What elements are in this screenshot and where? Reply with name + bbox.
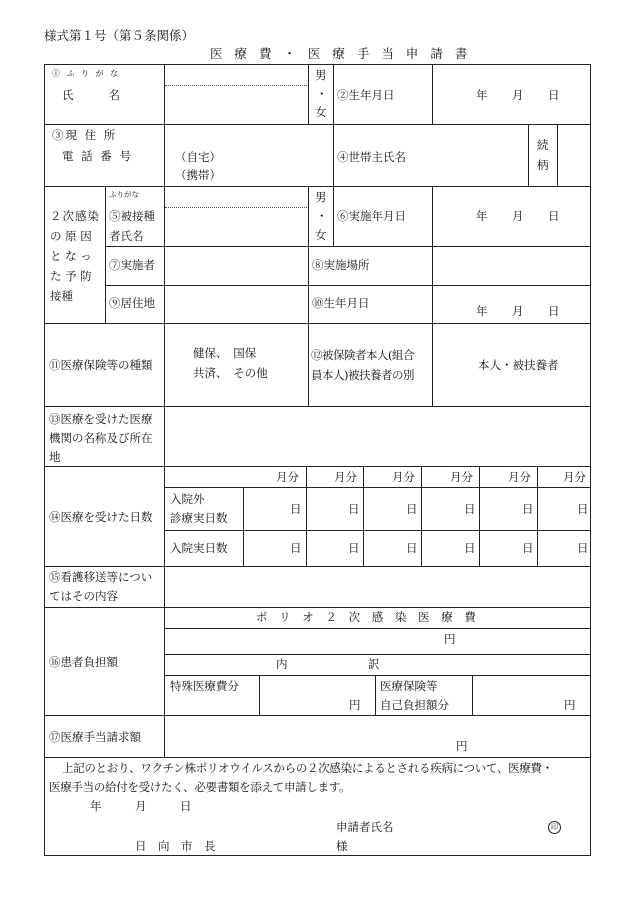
- sex-separator: ・: [316, 87, 328, 101]
- days-label: ⑭医療を受けた日数: [49, 510, 153, 524]
- day-unit: 日: [464, 541, 476, 555]
- insured-status-value[interactable]: 本人・被扶養者: [478, 358, 559, 372]
- day-unit: 日: [406, 502, 418, 516]
- month-unit: 月分: [508, 470, 531, 484]
- month-unit: 月分: [392, 470, 415, 484]
- day-unit: 日: [577, 502, 589, 516]
- implementation-place-label: ⑧実施場所: [312, 258, 370, 272]
- sex-male-option[interactable]: 男: [315, 68, 327, 82]
- recipient-label-1: ⑤被接種: [109, 209, 155, 223]
- facility-label-2: 機関の名称及び所在: [49, 431, 153, 445]
- impl-month: 月: [512, 209, 524, 223]
- polio-medical-cost-label: ポ リ オ ２ 次 感 染 医 療 費: [256, 610, 480, 624]
- month-unit: 月分: [334, 470, 357, 484]
- application-month: 月: [135, 799, 147, 813]
- patient-burden-label: ⑯患者負担額: [49, 655, 118, 669]
- insurance-option-line2[interactable]: 共済、 その他: [193, 366, 268, 380]
- form-title: 医 療 費 ・ 医 療 手 当 申 請 書: [210, 46, 472, 61]
- outpatient-label-1: 入院外: [170, 492, 205, 506]
- name-field[interactable]: [165, 86, 307, 123]
- recipient-sex-female[interactable]: 女: [315, 228, 327, 242]
- furigana-label: ① ふ り が な: [52, 69, 121, 78]
- impl-day: 日: [548, 209, 560, 223]
- residence-label: ⑨居住地: [109, 296, 155, 310]
- impl-year: 年: [476, 209, 488, 223]
- seal-icon: 印: [548, 821, 561, 834]
- transport-label-1: ⑮看護移送等につい: [49, 570, 153, 584]
- recipient-dob-month: 月: [512, 304, 524, 318]
- day-unit: 日: [522, 541, 534, 555]
- phone-mobile-label: （携帯）: [175, 168, 221, 182]
- mayor-label: 日 向 市 長: [135, 839, 216, 853]
- facility-label-3: 地: [49, 450, 61, 464]
- relationship-label-1: 続: [537, 138, 549, 152]
- month-unit: 月分: [276, 470, 299, 484]
- declaration-line1: 上記のとおり、ワクチン株ポリオウイルスからの２次感染によるとされる疾病について、医療費・: [62, 761, 553, 775]
- transport-label-2: てはその内容: [49, 589, 118, 603]
- facility-label-1: ⑬医療を受けた医療: [49, 412, 153, 426]
- breakdown-label: 内 訳: [276, 657, 380, 671]
- day-unit: 日: [348, 541, 360, 555]
- cause-label-2: の 原 因: [50, 229, 92, 243]
- allowance-yen: 円: [456, 739, 468, 753]
- dob-day: 日: [548, 88, 560, 102]
- inpatient-label: 入院実日数: [170, 541, 228, 555]
- recipient-sex-male[interactable]: 男: [315, 190, 327, 204]
- relationship-label-2: 柄: [537, 158, 549, 172]
- insurance-option-line1[interactable]: 健保、 国保: [193, 346, 257, 360]
- seal-mark: [548, 820, 561, 834]
- insured-status-label-2: 員本人)被扶養者の別: [311, 368, 414, 382]
- outpatient-label-2: 診療実日数: [170, 511, 228, 525]
- day-unit: 日: [290, 541, 302, 555]
- dob-year: 年: [476, 88, 488, 102]
- dob-label: ②生年月日: [337, 88, 395, 102]
- application-day: 日: [180, 799, 192, 813]
- day-unit: 日: [577, 541, 589, 555]
- self-pay-label-1: 医療保険等: [380, 679, 438, 693]
- cause-label-1: ２次感染: [50, 209, 100, 223]
- recipient-furigana-label: ふりがな: [109, 190, 139, 199]
- day-unit: 日: [522, 502, 534, 516]
- declaration-line2: 医療手当の給付を受けたく、必要書類を添えて申請します。: [49, 780, 351, 794]
- allowance-label: ⑰医療手当請求額: [49, 730, 141, 744]
- dob-month: 月: [512, 88, 524, 102]
- application-year: 年: [90, 799, 102, 813]
- self-pay-label-2: 自己負担額分: [380, 698, 449, 712]
- recipient-dob-day: 日: [548, 304, 560, 318]
- cause-label-5: 接種: [50, 289, 73, 303]
- special-cost-yen: 円: [349, 698, 361, 712]
- recipient-dob-year: 年: [476, 304, 488, 318]
- day-unit: 日: [290, 502, 302, 516]
- month-unit: 月分: [563, 470, 586, 484]
- insurance-type-label: ⑪医療保険等の種類: [49, 358, 153, 372]
- recipient-sex-separator: ・: [316, 209, 328, 223]
- implementation-date-label: ⑥実施年月日: [337, 209, 406, 223]
- recipient-dob-label: ⑩生年月日: [312, 296, 370, 310]
- day-unit: 日: [406, 541, 418, 555]
- recipient-label-2: 者氏名: [109, 229, 144, 243]
- name-label: 氏 名: [62, 88, 124, 102]
- applicant-name-label: 申請者氏名: [336, 820, 394, 834]
- day-unit: 日: [464, 502, 476, 516]
- phone-label: 電 話 番 号: [62, 149, 133, 163]
- cause-label-3: と な っ: [50, 249, 92, 263]
- form-number: 様式第１号（第５条関係）: [44, 28, 195, 43]
- month-unit: 月分: [450, 470, 473, 484]
- polio-yen: 円: [444, 632, 456, 646]
- insured-status-label-1: ⑫被保険者本人(組合: [311, 348, 414, 362]
- day-unit: 日: [348, 502, 360, 516]
- special-cost-label: 特殊医療費分: [170, 679, 239, 693]
- implementer-label: ⑦実施者: [109, 258, 155, 272]
- self-pay-yen: 円: [564, 698, 576, 712]
- cause-label-4: た 予 防: [50, 269, 92, 283]
- sex-female-option[interactable]: 女: [315, 105, 327, 119]
- phone-home-label: （自宅）: [175, 150, 221, 164]
- address-label: ③現 住 所: [52, 128, 118, 142]
- householder-label: ④世帯主氏名: [337, 150, 406, 164]
- addressee-honorific: 様: [336, 839, 348, 853]
